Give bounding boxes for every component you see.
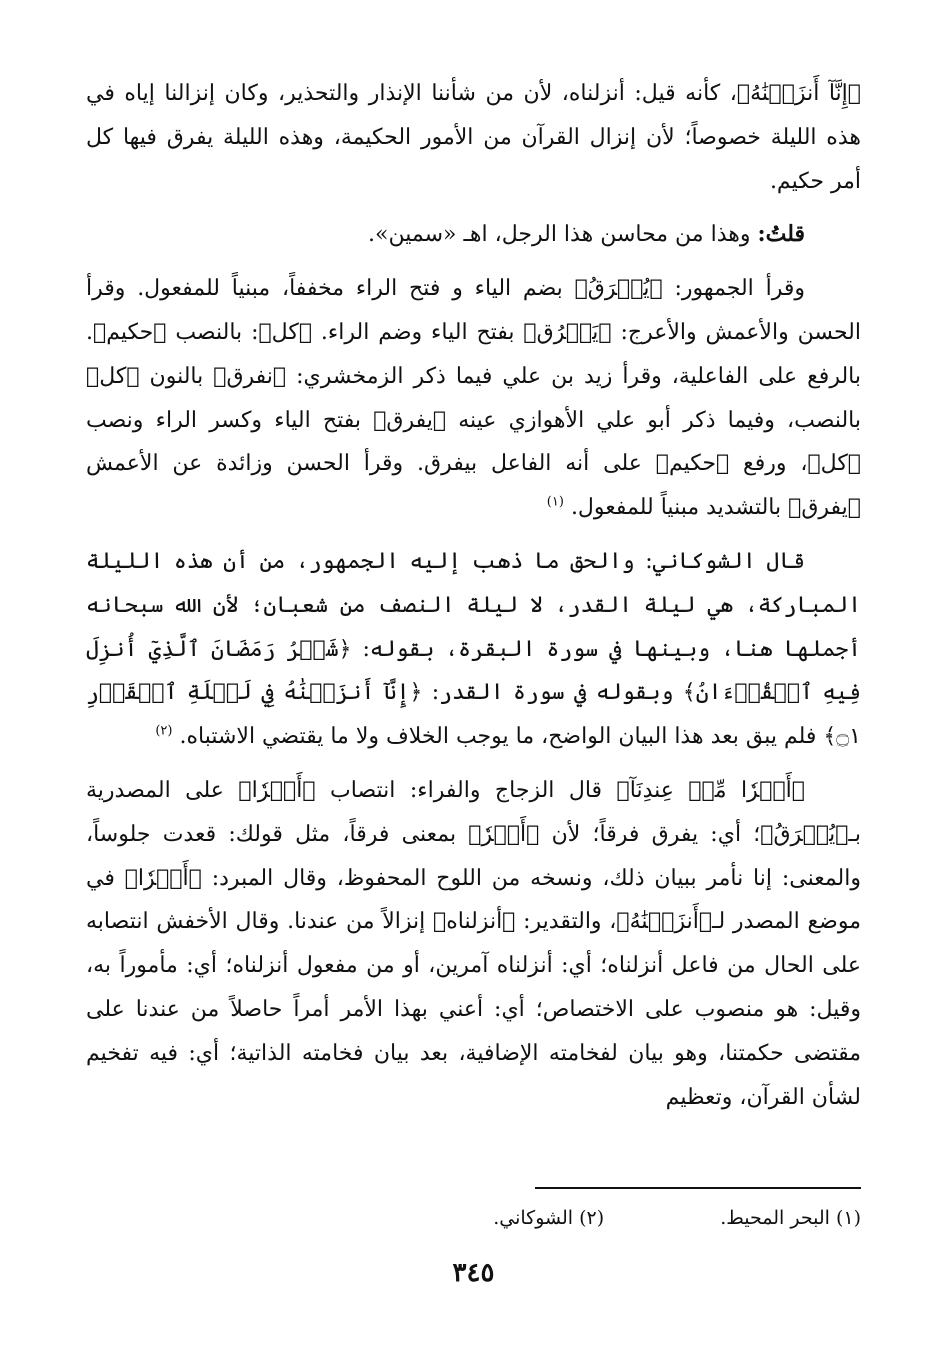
paragraph-4	[86, 540, 861, 759]
paragraph-text: وقرأ الجمهور: ﴿يُفۡرَقُ﴾ بضم الياء و فتح الراء مخففاً، مبنياً للمفعول. وقرأ الحسن والأعمش والأعرج: ﴿يَفۡرُق﴾ بفتح الياء وضم الراء. ﴿كل﴾: بالنصب ﴿حكيم﴾. بالرفع على الفاعلية، وقرأ زيد بن علي فيما ذكر الزمخشري: ﴿نفرق﴾ بالنون ﴿كل﴾ بالنصب، وفيما ذكر أبو علي الأهوازي عينه ﴿يفرق﴾ بفتح الياء وكسر الراء ونصب ﴿كل﴾، ورفع ﴿حكيم﴾ على أنه الفاعل بيفرق. وقرأ الحسن وزائدة عن الأعمش ﴿يفرق﴾ بالتشديد مبنياً للمفعول.	[86, 276, 861, 521]
paragraph-5	[86, 769, 861, 1119]
footnote-marker[interactable]: (١)	[546, 494, 564, 510]
footnotes	[86, 1204, 861, 1232]
paragraph-text: ﴿إِنَّآ أَنزَلۡنَٰهُ﴾، كأنه قيل: أنزلناه، لأن من شأننا الإنذار والتحذير، وكان إنزالنا إياه في هذه الليلة خصوصاً؛ لأن إنزال القرآن من الأمور الحكيمة، وهذه الليلة يفرق فيها كل أمر حكيم.	[86, 81, 861, 194]
footnote-1: (١) البحر المحيط.	[720, 1207, 861, 1229]
paragraph-text: وهذا من محاسن هذا الرجل، اهـ «سمين».	[368, 222, 758, 248]
paragraph-text: قال الشوكاني: والحق ما ذهب إليه الجمهور، من أن هذه الليلة المباركة، هي ليلة القدر، لا ليلة النصف من شعبان؛ لأن الله سبحانه أجملها هنا، وبينها في سورة البقرة، بقوله: ﴿شَهۡرُ رَمَضَانَ ٱلَّذِيٓ أُنزِلَ فِيهِ ٱلۡقُرۡءَانُ﴾ وبقوله في سورة القدر: ﴿إِنَّآ أَنزَلۡنَٰهُ فِي لَيۡلَةِ ٱلۡقَدۡرِ ۝١﴾ فلم يبق بعد هذا البيان الواضح، ما يوجب الخلاف ولا ما يقتضي الاشتباه.	[86, 548, 861, 750]
paragraph-lead: قلتُ:	[757, 221, 805, 248]
paragraph-3	[86, 267, 861, 530]
paragraph-2	[86, 213, 861, 257]
footnote-2: (٢) الشوكاني.	[493, 1207, 605, 1229]
paragraph-1	[86, 72, 861, 203]
page-number: ٣٤٥	[452, 1258, 495, 1288]
paragraph-text: ﴿أَمۡرٗا مِّنۡ عِندِنَآ﴾ قال الزجاج والفراء: انتصاب ﴿أَمۡرٗا﴾ على المصدرية بـ﴿يُفۡرَقُ﴾؛ أي: يفرق فرقاً؛ لأن ﴿أَمۡرٗ﴾ بمعنى فرقاً، مثل قولك: قعدت جلوساً، والمعنى: إنا نأمر ببيان ذلك، ونسخه من اللوح المحفوظ، وقال المبرد: ﴿أَمۡرٗا﴾ في موضع المصدر لـ﴿أَنزَلۡنَٰهُ﴾، والتقدير: ﴿أنزلناه﴾ إنزالاً من عندنا. وقال الأخفش انتصابه على الحال من فاعل أنزلناه؛ أي: أنزلناه آمرين، أو من مفعول أنزلناه؛ أي: مأموراً به، وقيل: هو منصوب على الاختصاص؛ أي: أعني بهذا الأمر أمراً حاصلاً من عندنا على مقتضى حكمتنا، وهو بيان لفخامته الإضافية، بعد بيان فخامته الذاتية؛ أي: فيه تفخيم لشأن القرآن، وتعظيم	[86, 777, 861, 1110]
main-text	[86, 72, 861, 1129]
footnote-divider	[535, 1187, 861, 1189]
footnote-marker[interactable]: (٢)	[155, 723, 173, 739]
